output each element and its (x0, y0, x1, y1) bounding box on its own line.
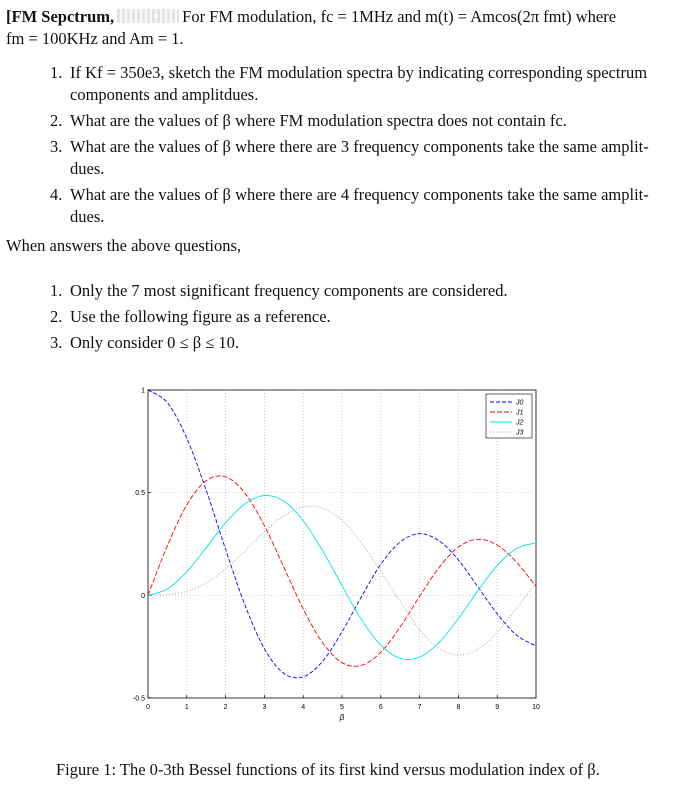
question-item: 2. What are the values of β where FM modulation spectra does not contain fc. (50, 111, 567, 130)
problem-title: [FM Sepctrum, (6, 7, 115, 26)
figure-caption: Figure 1: The 0-3th Bessel functions of its first kind versus modulation index of β. (56, 760, 600, 779)
conditions-heading: When answers the above questions, (6, 236, 242, 255)
question-list (50, 62, 680, 232)
x-tick-label: 7 (417, 704, 422, 711)
legend-label: J1 (516, 409, 524, 417)
obscured-text-mark (117, 9, 179, 23)
x-tick-label: 3 (262, 704, 267, 711)
question-item: 3. What are the values of β where there are 3 frequency components take the same amplit- dues. (50, 137, 649, 178)
bessel-chart (122, 382, 552, 727)
x-tick-label: 10 (532, 704, 540, 711)
legend-box (486, 394, 532, 438)
x-tick-label: 2 (223, 704, 228, 711)
problem-intro-line1: For FM modulation, fc = 1MHz and m(t) = Amcos(2π fmt) where (182, 7, 617, 26)
legend-label: J3 (516, 429, 524, 437)
question-text: If Kf = 350e3, sketch the FM modulation spectra by indicating corresponding spectrum components and amplitdues. (70, 63, 648, 104)
x-tick-label: 6 (378, 704, 383, 711)
condition-text: Use the following figure as a reference. (70, 307, 331, 326)
question-item: 4. What are the values of β where there are 4 frequency components take the same amplit- dues. (50, 185, 649, 226)
condition-item: 3. Only consider 0 ≤ β ≤ 10. (50, 333, 240, 352)
x-tick-label: 4 (301, 704, 306, 711)
question-text: What are the values of β where there are 4 frequency components take the same amplit- dues. (70, 185, 649, 226)
y-tick-label: 0.5 (135, 490, 145, 498)
x-axis-label: β (339, 713, 345, 722)
x-tick-label: 5 (340, 704, 344, 711)
y-tick-label: 1 (141, 387, 145, 395)
question-item: 1. If Kf = 350e3, sketch the FM modulation spectra by indicating corresponding spectrum components and amplitdues. (50, 63, 648, 104)
problem-intro (6, 6, 678, 50)
y-tick-label: -0.5 (132, 695, 145, 703)
problem-intro-line2: fm = 100KHz and Am = 1. (6, 29, 184, 48)
y-tick-label: 0 (141, 592, 145, 600)
legend-label: J2 (516, 419, 524, 427)
question-text: What are the values of β where there are 3 frequency components take the same amplit- dues. (70, 137, 649, 178)
condition-list (50, 280, 680, 358)
condition-text: Only consider 0 ≤ β ≤ 10. (70, 333, 240, 352)
condition-text: Only the 7 most significant frequency components are considered. (70, 281, 508, 300)
x-tick-label: 9 (495, 704, 500, 711)
condition-item: 1. Only the 7 most significant frequency components are considered. (50, 281, 508, 300)
x-tick-label: 8 (456, 704, 461, 711)
question-text: What are the values of β where FM modulation spectra does not contain fc. (70, 111, 567, 130)
legend-label: J0 (516, 399, 524, 407)
bessel-figure (122, 382, 552, 727)
x-tick-label: 0 (146, 704, 150, 711)
x-tick-label: 1 (184, 704, 189, 711)
condition-item: 2. Use the following figure as a reference. (50, 307, 331, 326)
